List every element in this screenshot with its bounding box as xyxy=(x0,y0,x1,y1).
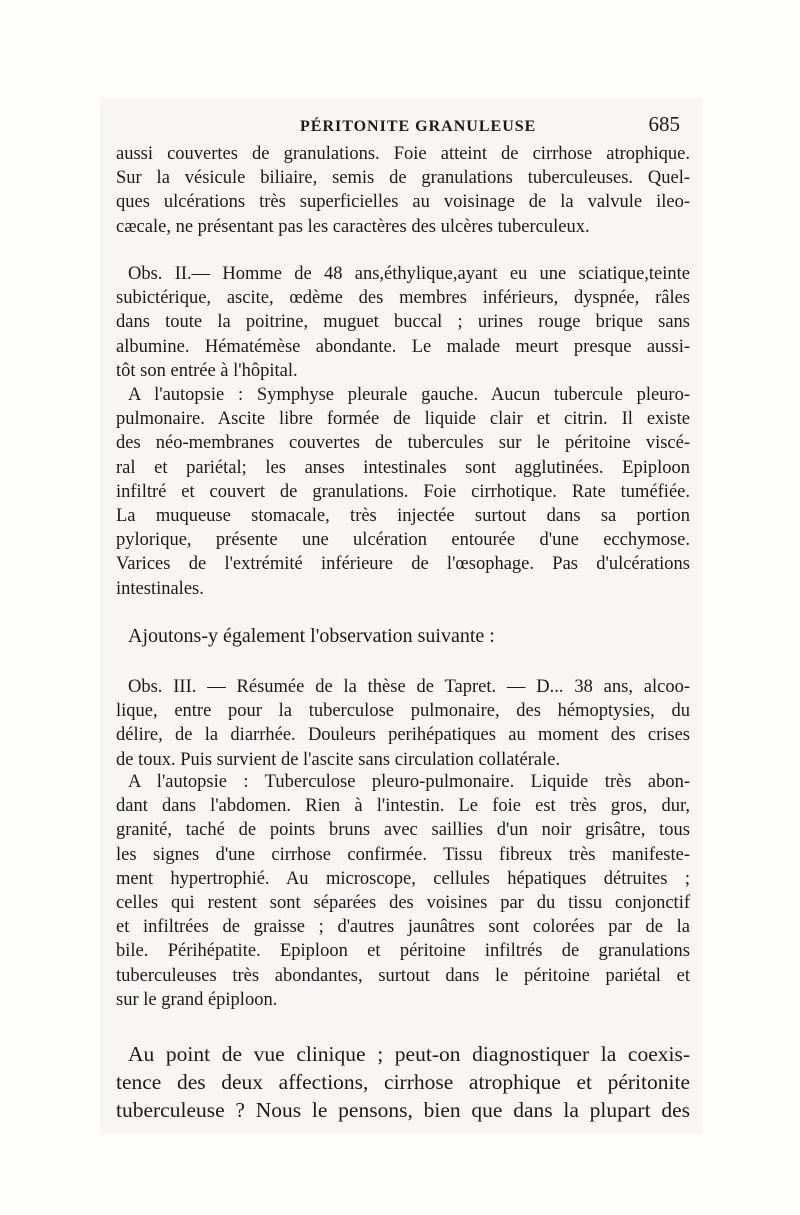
text-line: ment hypertrophié. Au microscope, cellules hépatiques détruites ; xyxy=(116,868,690,889)
running-title: PÉRITONITE GRANULEUSE xyxy=(300,118,537,135)
text-line: granité, taché de points bruns avec saillies d'un noir grisâtre, tous xyxy=(116,820,690,841)
text-line: aussi couvertes de granulations. Foie atteint de cirrhose atrophique. xyxy=(116,144,690,164)
text-line: dans toute la poitrine, muguet buccal ; urines rouge brique sans xyxy=(116,312,690,333)
text-line: Sur la vésicule biliaire, semis de granulations tuberculeuses. Quel- xyxy=(116,168,690,189)
text-line: infiltré et couvert de granulations. Foie cirrhotique. Rate tuméfiée. xyxy=(116,481,690,502)
text-line: tôt son entrée à l'hôpital. xyxy=(116,360,298,381)
paragraph-obs-3 xyxy=(116,675,690,772)
text-line: Obs. III. — Résumée de la thèse de Tapret. — D... 38 ans, alcoo- xyxy=(128,677,690,697)
text-line: intestinales. xyxy=(116,578,204,599)
text-line: ral et pariétal; les anses intestinales sont agglutinées. Epiploon xyxy=(116,457,690,478)
text-line: lique, entre pour la tuberculose pulmonaire, des hémoptysies, du xyxy=(116,701,690,722)
paragraph-autopsy-3 xyxy=(116,770,690,1012)
paragraph-clinical xyxy=(116,1040,690,1124)
text-line: albumine. Hématémèse abondante. Le malade meurt presque aussi- xyxy=(116,336,690,357)
text-line: et infiltrées de graisse ; d'autres jaunâtres sont colorées par de la xyxy=(116,917,690,938)
text-line: La muqueuse stomacale, très injectée surtout dans sa portion xyxy=(116,506,690,527)
text-line: tuberculeuse ? Nous le pensons, bien que dans la plupart des xyxy=(116,1098,690,1122)
paragraph-intro-obs-3 xyxy=(116,624,690,648)
text-line: Au point de vue clinique ; peut-on diagnostiquer la coexis- xyxy=(128,1042,690,1066)
text-line: cæcale, ne présentant pas les caractères des ulcères tuberculeux. xyxy=(116,216,590,237)
text-line: des néo-membranes couvertes de tubercules sur le péritoine viscé- xyxy=(116,433,690,454)
text-line: celles qui restent sont séparées des voisines par du tissu conjonctif xyxy=(116,893,690,914)
paragraph-autopsy-2 xyxy=(116,383,690,601)
paragraph-obs-2 xyxy=(116,262,690,383)
text-line: délire, de la diarrhée. Douleurs perihépatiques au moment des crises xyxy=(116,725,690,746)
paragraph-continuation xyxy=(116,142,690,239)
text-line: Ajoutons-y également l'observation suivante : xyxy=(128,625,495,647)
text-line: Obs. II.— Homme de 48 ans,éthylique,ayant eu une sciatique,teinte xyxy=(128,264,690,284)
text-line: A l'autopsie : Symphyse pleurale gauche. Aucun tubercule pleuro- xyxy=(128,385,690,405)
page-number: 685 xyxy=(648,112,680,136)
text-line: subictérique, ascite, œdème des membres inférieurs, dyspnée, râles xyxy=(116,288,690,309)
text-line: tuberculeuses très abondantes, surtout dans le péritoine pariétal et xyxy=(116,965,690,986)
text-line: A l'autopsie : Tuberculose pleuro-pulmonaire. Liquide très abon- xyxy=(128,772,690,792)
text-line: pulmonaire. Ascite libre formée de liquide clair et citrin. Il existe xyxy=(116,409,690,430)
text-line: sur le grand épiploon. xyxy=(116,989,278,1010)
text-line: dant dans l'abdomen. Rien à l'intestin. Le foie est très gros, dur, xyxy=(116,796,690,817)
text-line: ques ulcérations très superficielles au voisinage de la valvule ileo- xyxy=(116,192,690,213)
text-line: Varices de l'extrémité inférieure de l'œsophage. Pas d'ulcérations xyxy=(116,554,690,575)
text-line: de toux. Puis survient de l'ascite sans circulation collatérale. xyxy=(116,749,561,770)
page-header xyxy=(116,108,690,138)
text-line: les signes d'une cirrhose confirmée. Tissu fibreux très manifeste- xyxy=(116,844,690,865)
text-line: tence des deux affections, cirrhose atrophique et péritonite xyxy=(116,1070,690,1094)
text-line: bile. Périhépatite. Epiploon et péritoine infiltrés de granulations xyxy=(116,941,690,962)
text-line: pylorique, présente une ulcération entourée d'une ecchymose. xyxy=(116,530,690,551)
